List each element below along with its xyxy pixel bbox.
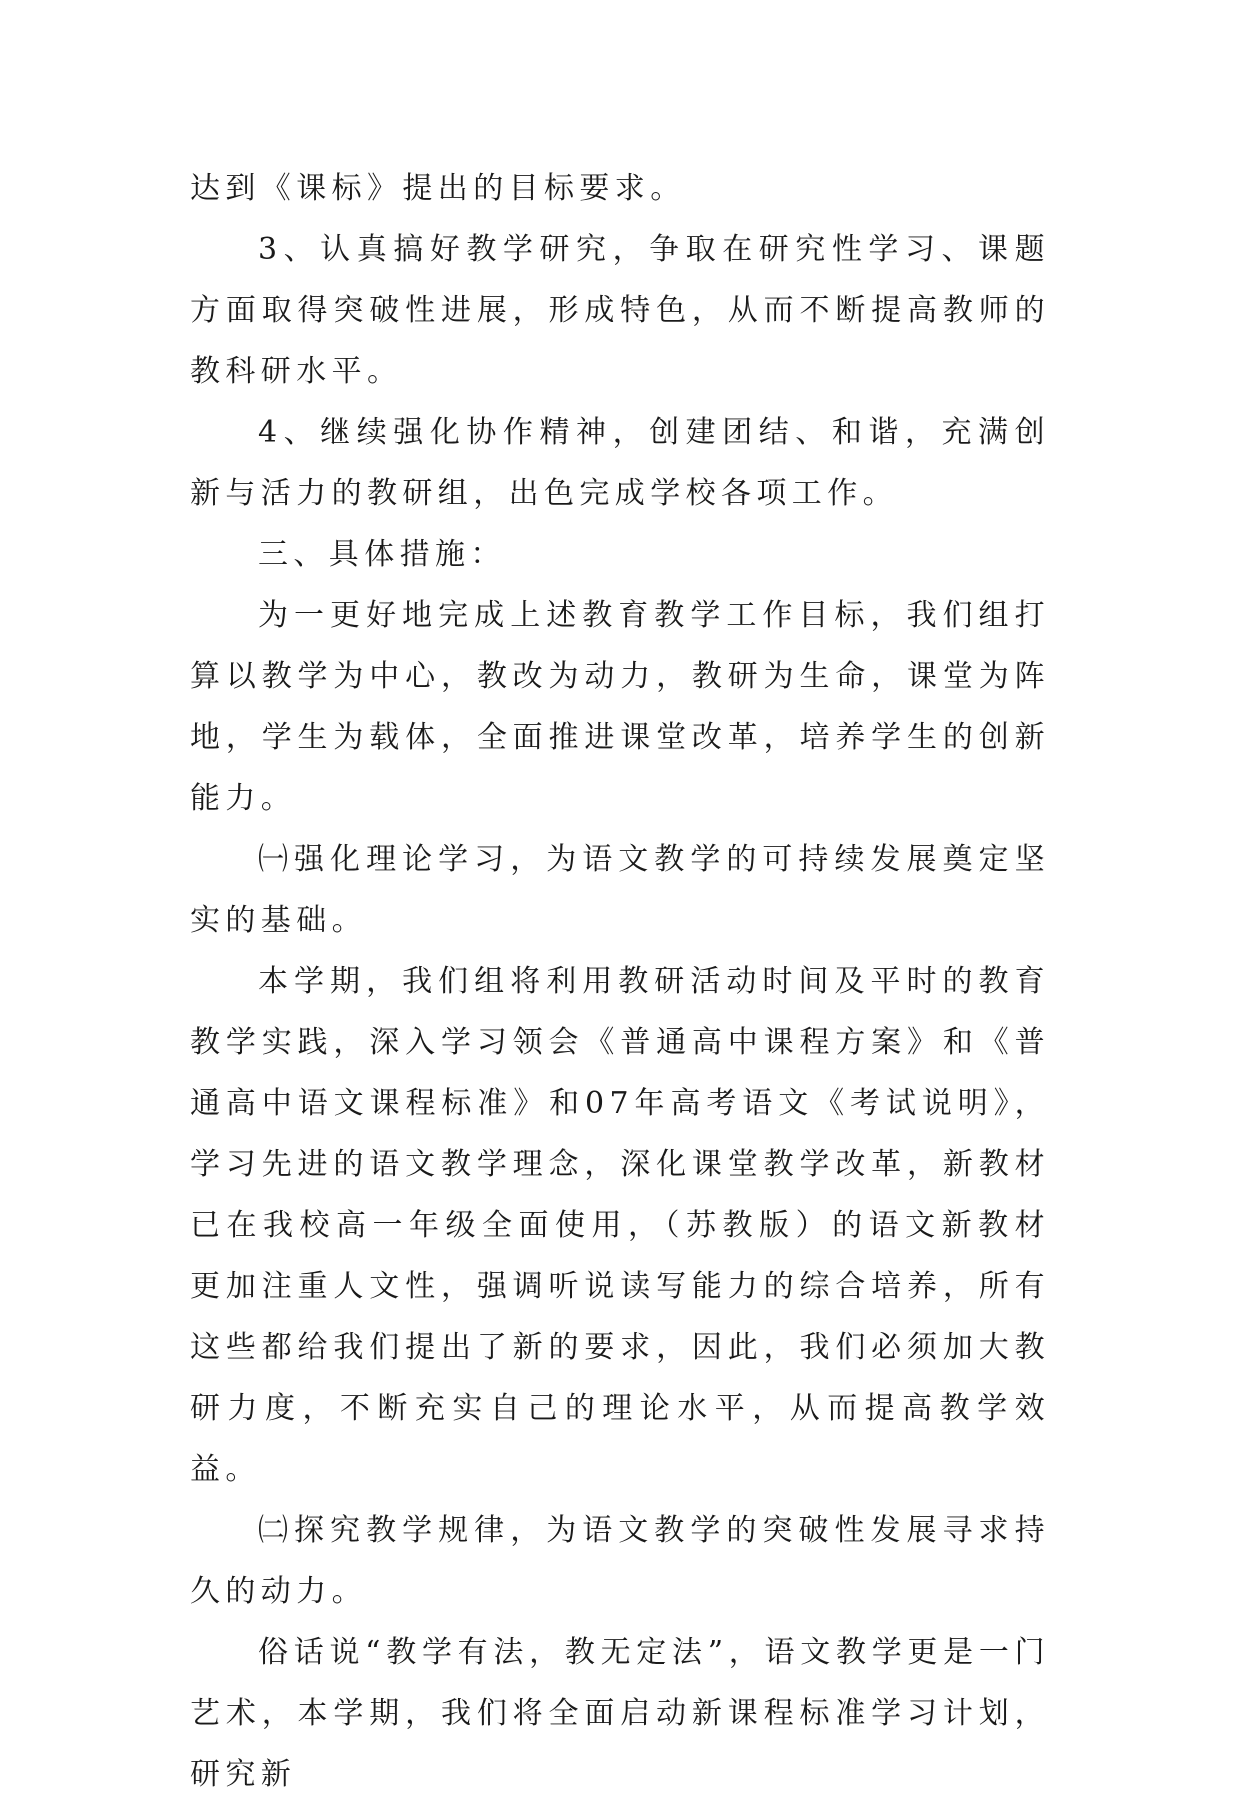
document-body [190, 158, 1050, 1805]
paragraph-goal-4: 4、继续强化协作精神，创建团结、和谐，充满创新与活力的教研组，出色完成学校各项工作。 [190, 415, 1050, 511]
subheading-theory-study: ㈠强化理论学习，为语文教学的可持续发展奠定坚实的基础。 [190, 842, 1050, 938]
paragraph-teaching-rules: 俗话说“教学有法，教无定法”，语文教学更是一门艺术，本学期，我们将全面启动新课程标准学习计划，研究新 [190, 1635, 1050, 1792]
paragraph-measures-intro: 为一更好地完成上述教育教学工作目标，我们组打算以教学为中心，教改为动力，教研为生命，课堂为阵地，学生为载体，全面推进课堂改革，培养学生的创新能力。 [190, 598, 1050, 816]
subheading-teaching-rules: ㈡探究教学规律，为语文教学的突破性发展寻求持久的动力。 [190, 1513, 1050, 1609]
section-heading-measures: 三、具体措施： [258, 537, 506, 572]
paragraph-continuation: 达到《课标》提出的目标要求。 [190, 171, 686, 206]
paragraph-goal-3: 3、认真搞好教学研究，争取在研究性学习、课题方面取得突破性进展，形成特色，从而不断提高教师的教科研水平。 [190, 232, 1050, 389]
paragraph-theory-study: 本学期，我们组将利用教研活动时间及平时的教育教学实践，深入学习领会《普通高中课程方案》和《普通高中语文课程标准》和07年高考语文《考试说明》，学习先进的语文教学理念，深化课堂教学改革，新教材已在我校高一年级全面使用，（苏教版）的语文新教材更加注重人文性，强调听说读写能力的综合培养，所有这些都给我们提出了新的要求，因此，我们必须加大教研力度，不断充实自己的理论水平，从而提高教学效益。 [190, 964, 1050, 1487]
